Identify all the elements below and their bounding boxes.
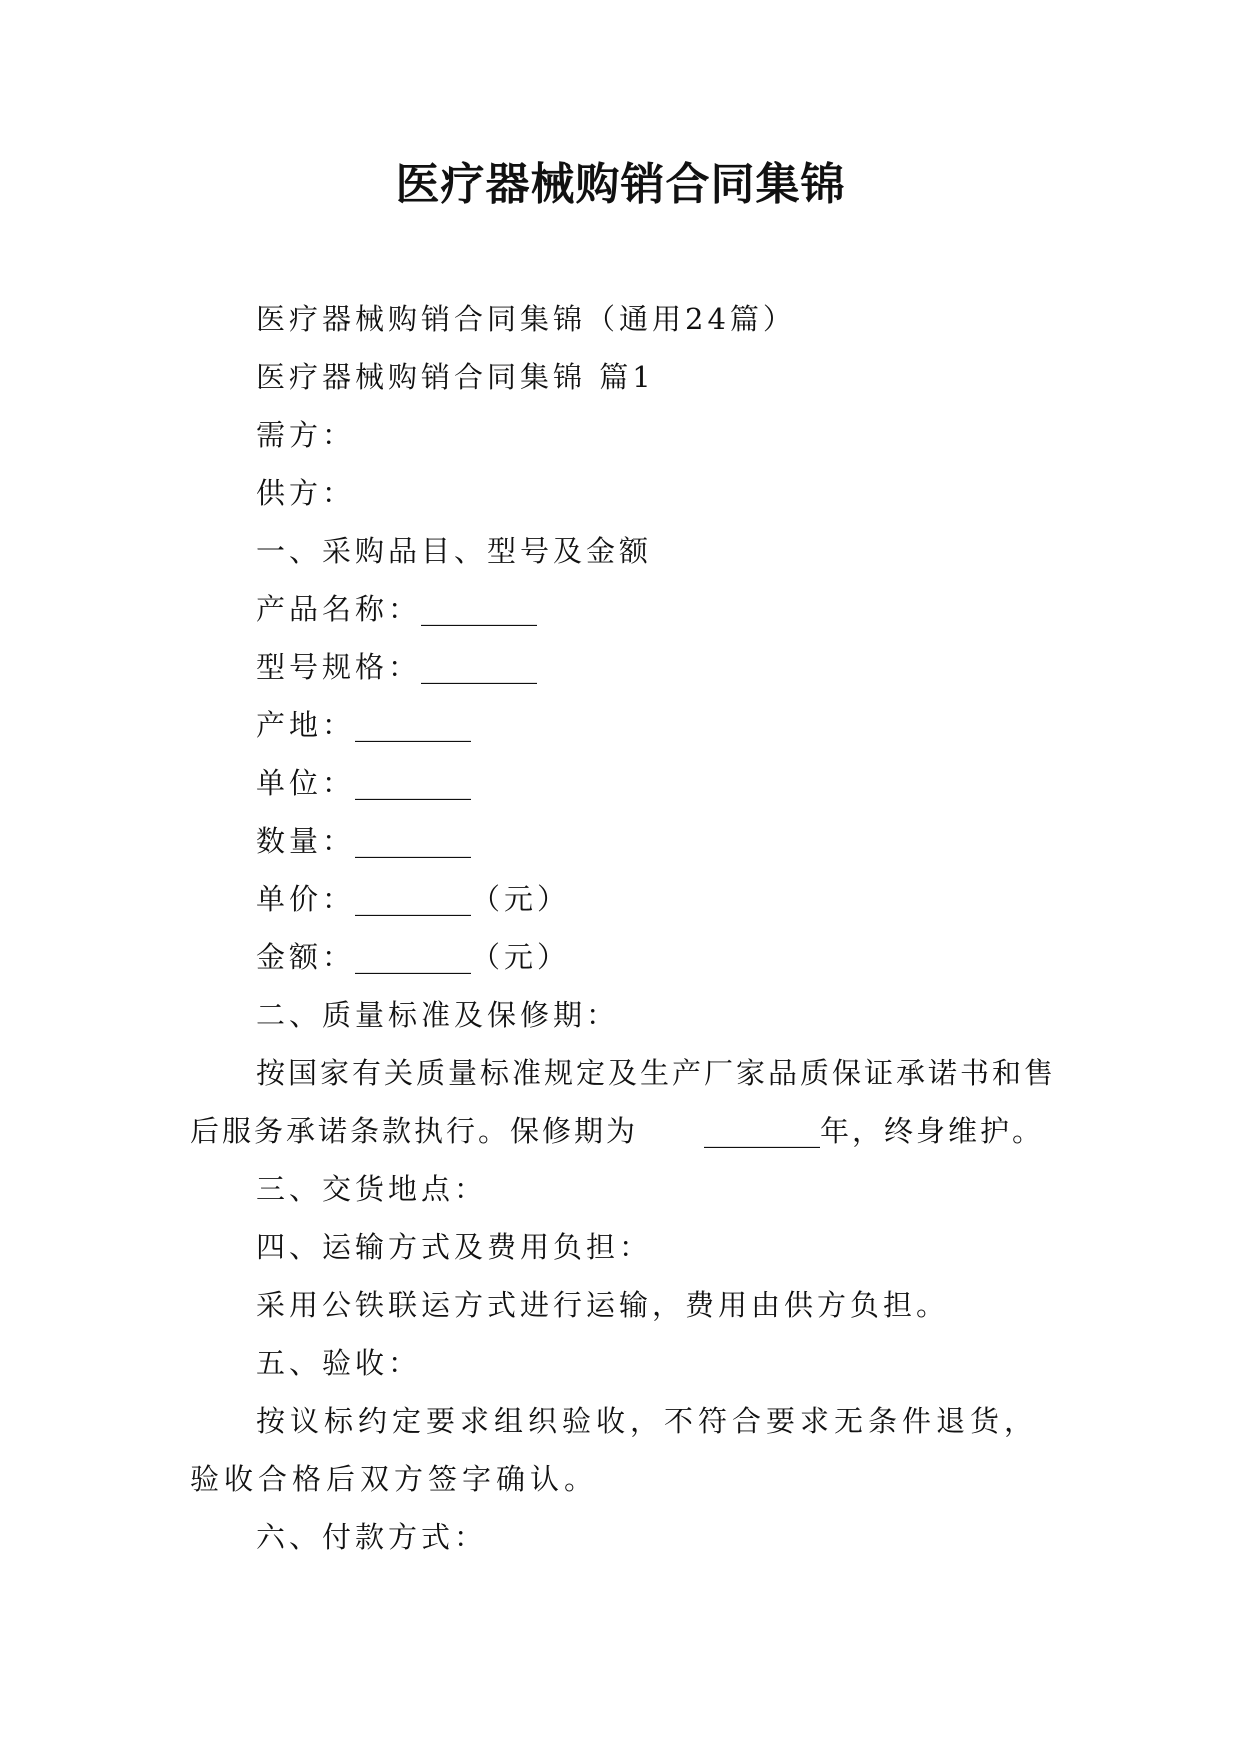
amount-unit: （元）	[471, 940, 571, 974]
price-label: 单价：	[256, 882, 356, 916]
chapter-heading: 医疗器械购销合同集锦 篇1	[256, 360, 655, 394]
warranty-years-blank: ________	[704, 1114, 821, 1148]
price-blank: ________	[355, 882, 472, 916]
origin-line	[190, 696, 1060, 754]
section-heading-1: 一、采购品目、型号及金额	[256, 534, 653, 568]
origin-label: 产地：	[256, 708, 356, 742]
quantity-line	[190, 812, 1060, 870]
section-heading-3: 三、交货地点：	[256, 1172, 488, 1206]
quantity-blank: ________	[355, 824, 472, 858]
buyer-line: 需方：	[256, 418, 356, 452]
document-title: 医疗器械购销合同集锦	[395, 159, 846, 210]
section-heading-6: 六、付款方式：	[256, 1520, 488, 1554]
document-body	[190, 290, 1060, 1566]
amount-label: 金额：	[256, 940, 356, 974]
section-heading-2: 二、质量标准及保修期：	[256, 998, 620, 1032]
quality-text-before: 按国家有关质量标准规定及生产厂家品质保证承诺书和售后服务承诺条款执行。保修期为	[190, 1056, 1057, 1148]
product-name-label: 产品名称：	[256, 592, 422, 626]
unit-blank: ________	[355, 766, 472, 800]
acceptance-paragraph: 按议标约定要求组织验收，不符合要求无条件退货，验收合格后双方签字确认。	[190, 1404, 1039, 1496]
unit-line	[190, 754, 1060, 812]
seller-line: 供方：	[256, 476, 356, 510]
model-label: 型号规格：	[256, 650, 422, 684]
transport-paragraph: 采用公铁联运方式进行运输，费用由供方负担。	[256, 1288, 950, 1322]
unit-label: 单位：	[256, 766, 356, 800]
section-heading-4: 四、运输方式及费用负担：	[256, 1230, 653, 1264]
price-line	[190, 870, 1060, 928]
model-blank: ________	[421, 650, 538, 684]
product-name-blank: ________	[421, 592, 538, 626]
quality-text-after: 年，终身维护。	[820, 1114, 1045, 1148]
amount-line	[190, 928, 1060, 986]
amount-blank: ________	[355, 940, 472, 974]
quality-paragraph	[190, 1044, 1060, 1160]
product-name-line	[190, 580, 1060, 638]
quantity-label: 数量：	[256, 824, 356, 858]
origin-blank: ________	[355, 708, 472, 742]
section-heading-5: 五、验收：	[256, 1346, 422, 1380]
model-line	[190, 638, 1060, 696]
price-unit: （元）	[471, 882, 571, 916]
subtitle-line: 医疗器械购销合同集锦（通用24篇）	[256, 302, 796, 336]
